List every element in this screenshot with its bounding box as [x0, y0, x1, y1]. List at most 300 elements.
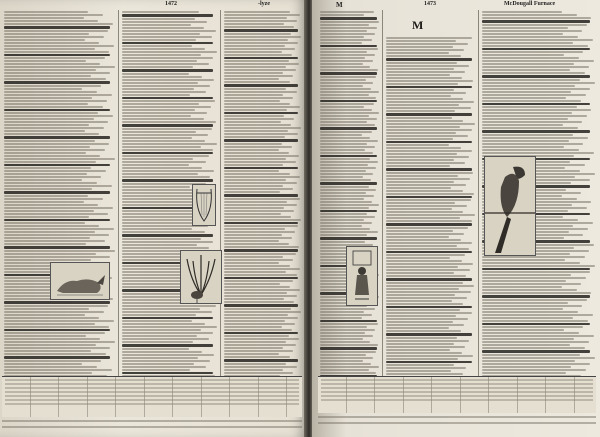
text-line — [320, 14, 364, 16]
text-line — [386, 117, 452, 119]
text-line — [320, 308, 375, 310]
text-line — [386, 266, 458, 268]
text-line — [320, 72, 377, 75]
text-line — [386, 214, 475, 216]
text-line — [386, 202, 455, 204]
text-line — [4, 256, 110, 258]
text-line — [224, 350, 293, 352]
text-line — [482, 350, 590, 353]
text-line — [386, 239, 461, 241]
text-line — [224, 353, 279, 355]
text-line — [386, 285, 474, 287]
text-line — [482, 277, 586, 279]
text-line — [4, 33, 89, 35]
text-line — [386, 37, 472, 39]
text-line — [224, 33, 291, 35]
text-line — [224, 271, 286, 273]
text-line — [482, 289, 577, 291]
text-line — [4, 48, 95, 50]
text-line — [320, 341, 370, 343]
text-line — [386, 162, 465, 164]
text-line — [482, 292, 591, 294]
text-line — [122, 323, 205, 325]
text-line — [4, 323, 95, 325]
text-line — [320, 66, 370, 68]
text-line — [320, 323, 378, 325]
text-line — [320, 225, 362, 227]
text-line — [122, 344, 213, 347]
text-line — [482, 295, 590, 298]
text-line — [482, 100, 581, 102]
text-line — [482, 286, 562, 288]
text-line — [224, 115, 284, 117]
text-line — [386, 168, 472, 171]
text-line — [386, 327, 449, 329]
text-line — [122, 228, 192, 230]
text-line — [4, 91, 97, 93]
text-line — [224, 338, 299, 340]
text-line — [320, 39, 372, 41]
text-line — [4, 155, 100, 157]
text-line — [224, 326, 282, 328]
text-line — [224, 173, 290, 175]
column-rule — [478, 10, 479, 386]
text-line — [320, 219, 364, 221]
text-line — [4, 326, 109, 328]
text-line — [386, 65, 469, 67]
text-line — [482, 262, 580, 264]
text-line — [4, 78, 106, 80]
text-line — [320, 63, 363, 65]
text-line — [386, 318, 468, 320]
text-line — [320, 195, 374, 197]
text-line — [122, 146, 201, 148]
text-line — [386, 40, 456, 42]
text-line — [482, 320, 588, 322]
text-line — [482, 124, 563, 126]
right-header-letter: M — [336, 1, 343, 9]
text-line — [224, 198, 300, 200]
text-line — [482, 280, 566, 282]
text-line — [320, 201, 372, 203]
text-line — [4, 23, 113, 25]
text-line — [122, 173, 198, 175]
text-line — [386, 71, 465, 73]
text-line — [4, 246, 110, 249]
text-line — [482, 39, 593, 41]
text-line — [320, 198, 364, 200]
text-line — [224, 124, 291, 126]
text-line — [320, 357, 373, 359]
text-line — [122, 351, 202, 353]
text-line — [320, 51, 367, 53]
text-line — [224, 63, 299, 65]
text-line — [224, 149, 279, 151]
text-line — [482, 302, 568, 304]
text-line — [386, 92, 466, 94]
text-line — [4, 30, 108, 32]
text-line — [224, 289, 300, 291]
text-line — [4, 231, 95, 233]
text-line — [320, 152, 373, 154]
left-pronunciation-key — [2, 420, 302, 422]
text-line — [122, 149, 213, 151]
text-line — [4, 45, 114, 47]
text-line — [4, 11, 88, 13]
text-line — [224, 133, 298, 135]
text-line — [224, 100, 280, 102]
text-line — [320, 311, 364, 313]
text-line — [4, 72, 110, 74]
text-line — [320, 100, 377, 103]
text-line — [4, 66, 115, 68]
text-line — [224, 139, 298, 142]
text-line — [482, 63, 574, 65]
text-line — [320, 366, 379, 368]
text-line — [386, 208, 452, 210]
text-line — [122, 247, 209, 249]
text-line — [122, 134, 208, 136]
text-line — [122, 244, 197, 246]
text-line — [386, 165, 450, 167]
text-line — [482, 27, 568, 29]
text-line — [320, 57, 365, 59]
text-line — [386, 147, 461, 149]
text-line — [320, 112, 379, 114]
text-line — [4, 338, 100, 340]
text-line — [386, 74, 450, 76]
text-line — [122, 186, 190, 188]
text-line — [122, 36, 212, 38]
text-line — [122, 195, 199, 197]
text-line — [320, 121, 367, 123]
left-bottom-table — [2, 376, 302, 417]
text-line — [320, 54, 375, 56]
text-line — [122, 60, 197, 62]
text-line — [122, 73, 189, 75]
text-line — [320, 146, 375, 148]
text-line — [224, 347, 283, 349]
text-line — [224, 54, 292, 56]
text-line — [224, 72, 283, 74]
text-line — [224, 207, 284, 209]
text-line — [122, 45, 192, 47]
text-line — [320, 21, 379, 23]
text-line — [4, 207, 113, 209]
text-line — [386, 150, 472, 152]
text-line — [320, 131, 372, 133]
text-line — [482, 332, 579, 334]
macaw-illustration — [484, 156, 536, 256]
text-line — [386, 199, 471, 201]
text-line — [122, 164, 189, 166]
text-line — [122, 124, 213, 127]
text-line — [320, 167, 376, 169]
text-line — [320, 30, 367, 32]
text-line — [386, 294, 455, 296]
text-line — [122, 179, 213, 182]
text-line — [320, 33, 375, 35]
column-rule — [382, 10, 383, 386]
text-line — [482, 60, 594, 62]
text-line — [122, 33, 200, 35]
text-line — [386, 52, 449, 54]
text-line — [482, 354, 580, 356]
text-line — [320, 317, 362, 319]
text-line — [482, 317, 573, 319]
text-line — [386, 101, 474, 103]
text-line — [320, 155, 377, 158]
text-line — [386, 297, 467, 299]
text-line — [386, 230, 453, 232]
text-line — [320, 82, 373, 84]
text-line — [4, 143, 109, 145]
text-line — [4, 115, 113, 117]
text-line — [4, 130, 85, 132]
text-line — [320, 360, 363, 362]
text-line — [224, 356, 290, 358]
text-line — [386, 58, 472, 61]
text-line — [320, 11, 374, 13]
text-line — [224, 91, 297, 93]
text-line — [482, 109, 591, 111]
text-line — [386, 291, 471, 293]
text-line — [224, 210, 294, 212]
text-line — [224, 118, 294, 120]
text-line — [4, 366, 97, 368]
text-line — [386, 178, 470, 180]
section-letter-heading: M — [412, 18, 424, 32]
text-line — [386, 98, 463, 100]
text-line — [386, 269, 470, 271]
text-line — [122, 348, 189, 350]
text-line — [386, 346, 465, 348]
text-line — [122, 118, 204, 120]
text-line — [122, 39, 196, 41]
column-rule — [118, 10, 119, 386]
text-line — [224, 204, 297, 206]
text-line — [4, 320, 114, 322]
text-line — [386, 233, 464, 235]
text-line — [482, 311, 578, 313]
text-line — [320, 237, 377, 240]
text-line — [224, 66, 286, 68]
text-line — [482, 42, 573, 44]
text-line — [224, 42, 298, 44]
text-line — [320, 161, 378, 163]
text-line — [4, 188, 92, 190]
text-line — [482, 271, 590, 273]
text-line — [122, 14, 213, 17]
text-line — [386, 187, 451, 189]
text-line — [320, 170, 366, 172]
text-line — [4, 97, 92, 99]
text-line — [4, 39, 85, 41]
text-line — [320, 27, 377, 29]
text-line — [386, 370, 451, 372]
text-line — [482, 143, 583, 145]
text-line — [224, 280, 293, 282]
text-line — [224, 231, 295, 233]
text-line — [386, 275, 466, 277]
text-line — [224, 332, 298, 335]
text-line — [224, 60, 289, 62]
text-line — [386, 104, 459, 106]
text-line — [4, 314, 85, 316]
text-line — [4, 228, 114, 230]
text-line — [122, 63, 209, 65]
text-line — [122, 335, 197, 337]
text-line — [386, 355, 473, 357]
text-line — [4, 20, 98, 22]
text-line — [320, 210, 377, 213]
text-line — [482, 152, 594, 154]
text-line — [320, 106, 364, 108]
text-line — [482, 54, 564, 56]
text-line — [224, 219, 301, 221]
text-line — [122, 57, 213, 59]
text-line — [4, 195, 88, 197]
text-line — [320, 363, 371, 365]
text-line — [320, 149, 365, 151]
text-line — [224, 277, 298, 280]
text-line — [122, 69, 213, 72]
text-line — [482, 82, 595, 84]
text-line — [386, 43, 468, 45]
text-line — [482, 146, 564, 148]
text-line — [122, 121, 216, 123]
text-line — [386, 309, 460, 311]
text-line — [4, 317, 99, 319]
text-line — [386, 46, 453, 48]
text-line — [482, 51, 583, 53]
text-line — [224, 286, 290, 288]
text-line — [320, 103, 374, 105]
text-line — [122, 314, 196, 316]
text-line — [122, 24, 191, 26]
text-line — [122, 354, 214, 356]
text-line — [224, 256, 283, 258]
text-line — [224, 127, 301, 129]
text-line — [224, 363, 286, 365]
text-line — [122, 131, 196, 133]
text-line — [122, 201, 195, 203]
text-line — [4, 136, 110, 139]
text-line — [4, 158, 115, 160]
text-line — [386, 113, 472, 116]
text-line — [224, 164, 283, 166]
text-line — [4, 350, 91, 352]
text-line — [482, 36, 578, 38]
animal-illustration — [50, 262, 110, 300]
text-line — [4, 185, 112, 187]
text-line — [482, 283, 581, 285]
text-line — [4, 305, 108, 307]
text-line — [224, 243, 289, 245]
text-line — [4, 63, 100, 65]
text-line — [386, 49, 464, 51]
text-line — [224, 57, 298, 60]
text-line — [386, 193, 474, 195]
text-line — [224, 155, 299, 157]
text-line — [224, 109, 287, 111]
text-line — [122, 363, 194, 365]
text-line — [122, 100, 215, 102]
text-line — [482, 149, 579, 151]
text-line — [386, 77, 462, 79]
left-page-number: 1472 — [165, 1, 177, 7]
text-line — [320, 85, 363, 87]
text-line — [320, 231, 378, 233]
right-running-head: McDougall Furnace — [504, 1, 556, 7]
text-line — [122, 231, 205, 233]
right-column-1 — [320, 10, 380, 386]
text-line — [224, 314, 288, 316]
text-line — [4, 360, 101, 362]
text-line — [4, 103, 88, 105]
text-line — [320, 192, 366, 194]
text-line — [320, 241, 365, 243]
text-line — [4, 100, 107, 102]
text-line — [386, 343, 454, 345]
text-line — [224, 283, 280, 285]
text-line — [4, 311, 104, 313]
text-line — [224, 265, 290, 267]
text-line — [386, 68, 454, 70]
text-line — [4, 225, 99, 227]
text-line — [386, 80, 473, 82]
text-line — [224, 228, 285, 230]
text-line — [386, 272, 454, 274]
text-line — [482, 118, 568, 120]
text-line — [4, 88, 82, 90]
text-line — [482, 48, 590, 51]
text-line — [386, 141, 472, 144]
text-line — [122, 91, 206, 93]
text-line — [482, 344, 570, 346]
text-line — [482, 24, 587, 26]
text-line — [122, 109, 195, 111]
text-line — [320, 45, 377, 48]
text-line — [482, 112, 572, 114]
text-line — [122, 103, 199, 105]
text-line — [4, 164, 110, 167]
text-line — [122, 176, 210, 178]
text-line — [4, 219, 110, 222]
text-line — [224, 335, 289, 337]
text-line — [4, 347, 110, 349]
text-line — [122, 338, 209, 340]
text-line — [482, 115, 587, 117]
text-line — [122, 112, 207, 114]
text-line — [224, 130, 288, 132]
text-line — [224, 69, 296, 71]
text-line — [4, 176, 101, 178]
text-line — [4, 173, 87, 175]
text-line — [320, 17, 377, 20]
text-line — [224, 308, 291, 310]
text-line — [224, 246, 299, 248]
text-line — [4, 109, 110, 112]
text-line — [4, 198, 103, 200]
text-line — [224, 234, 282, 236]
text-line — [386, 175, 458, 177]
text-line — [4, 133, 99, 135]
text-line — [482, 11, 562, 13]
text-line — [482, 341, 589, 343]
text-line — [224, 274, 297, 276]
text-line — [386, 349, 450, 351]
